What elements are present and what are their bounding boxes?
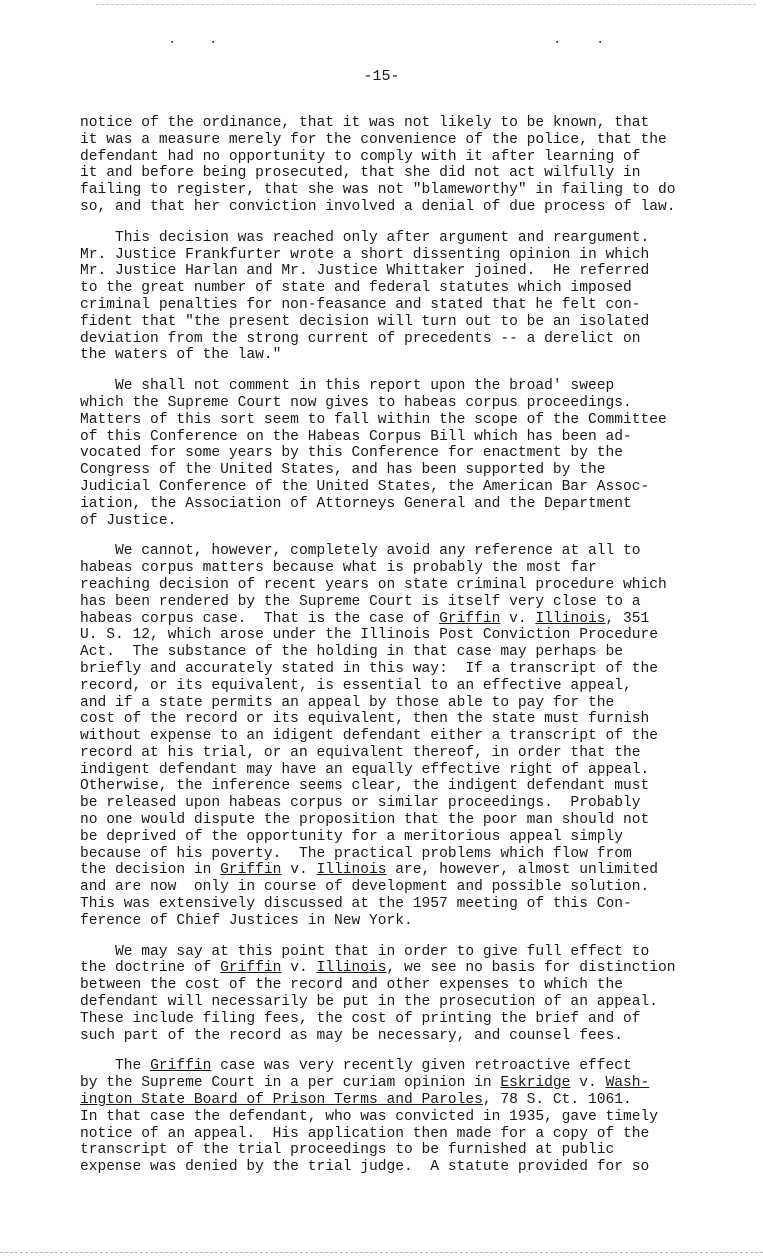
text-line <box>80 165 720 182</box>
text-line <box>80 812 720 829</box>
text-run: reaching decision of recent years on state criminal procedure which <box>80 576 667 593</box>
text-line <box>80 795 720 812</box>
text-line <box>80 1142 720 1159</box>
text-line <box>80 661 720 678</box>
text-run: Judicial Conference of the United States, the American Bar Assoc- <box>80 478 650 495</box>
text-run: cost of the record or its equivalent, then the state must furnish <box>80 711 650 728</box>
text-run: iation, the Association of Attorneys General and the Department <box>80 495 632 512</box>
text-run: such part of the record as may be necessary, and counsel fees. <box>80 1027 623 1044</box>
document-body <box>80 115 720 1190</box>
text-run: Mr. Justice Frankfurter wrote a short dissenting opinion in which <box>80 246 650 263</box>
text-run: and if a state permits an appeal by those able to pay for the <box>80 694 615 711</box>
text-run: Mr. Justice Harlan and Mr. Justice Whittaker joined. He referred <box>80 263 650 280</box>
text-run: We may say at this point that in order to give full effect to <box>80 943 650 960</box>
text-line <box>80 1092 720 1109</box>
paragraph <box>80 1058 720 1176</box>
text-run: to the great number of state and federal statutes which imposed <box>80 280 632 297</box>
text-line <box>80 879 720 896</box>
text-line <box>80 611 720 628</box>
text-run: so, and that her conviction involved a denial of due process of law. <box>80 198 676 215</box>
text-run: the decision in <box>80 862 221 879</box>
text-line <box>80 896 720 913</box>
text-line <box>80 829 720 846</box>
text-line <box>80 462 720 479</box>
text-run: v. <box>570 1075 606 1092</box>
text-run: ference of Chief Justices in New York. <box>80 912 413 929</box>
text-run: This was extensively discussed at the 1957 meeting of this Con- <box>80 896 632 913</box>
text-line <box>80 1126 720 1143</box>
text-run: Act. The substance of the holding in that case may perhaps be <box>80 644 623 661</box>
text-run: without expense to an idigent defendant either a transcript of the <box>80 728 659 745</box>
text-line <box>80 132 720 149</box>
text-line <box>80 711 720 728</box>
text-run: defendant had no opportunity to comply with it after learning of <box>80 148 641 165</box>
text-line <box>80 263 720 280</box>
text-run: In that case the defendant, who was convicted in 1935, gave timely <box>80 1108 659 1125</box>
case-name: Griffin <box>150 1058 212 1075</box>
text-line <box>80 115 720 132</box>
text-run: between the cost of the record and other expenses to which the <box>80 977 623 994</box>
text-run: record, or its equivalent, is essential to an effective appeal, <box>80 677 632 694</box>
text-line <box>80 199 720 216</box>
case-name: Griffin <box>220 960 282 977</box>
text-line <box>80 762 720 779</box>
text-run: expense was denied by the trial judge. A statute provided for so <box>80 1159 650 1176</box>
text-run: it and before being prosecuted, that she did not act wilfully in <box>80 165 641 182</box>
case-name: Illinois <box>316 960 387 977</box>
case-name: Illinois <box>535 610 606 627</box>
text-run: no one would dispute the proposition that the poor man should not <box>80 812 650 829</box>
text-line <box>80 513 720 530</box>
text-run: fident that "the present decision will turn out to be an isolated <box>80 313 650 330</box>
text-line <box>80 230 720 247</box>
paragraph <box>80 230 720 364</box>
text-line <box>80 560 720 577</box>
text-run: habeas corpus case. That is the case of <box>80 610 440 627</box>
text-run: transcript of the trial proceedings to be furnished at public <box>80 1142 615 1159</box>
text-run: habeas corpus matters because what is probably the most far <box>80 560 597 577</box>
text-line <box>80 728 720 745</box>
text-line <box>80 1159 720 1176</box>
text-line <box>80 960 720 977</box>
case-name: Eskridge <box>500 1075 571 1092</box>
text-line <box>80 445 720 462</box>
text-run: Congress of the United States, and has been supported by the <box>80 462 606 479</box>
text-run: of this Conference on the Habeas Corpus Bill which has been ad- <box>80 428 632 445</box>
text-line <box>80 778 720 795</box>
text-line <box>80 395 720 412</box>
text-run: because of his poverty. The practical problems which flow from <box>80 845 632 862</box>
text-run: the doctrine of <box>80 960 221 977</box>
scan-mark: . <box>209 32 218 48</box>
text-run: , 351 <box>605 610 650 627</box>
text-line <box>80 479 720 496</box>
text-line <box>80 862 720 879</box>
text-run: v. <box>281 960 317 977</box>
text-line <box>80 577 720 594</box>
text-run: be released upon habeas corpus or similar proceedings. Probably <box>80 795 641 812</box>
text-line <box>80 429 720 446</box>
text-run: record at his trial, or an equivalent thereof, in order that the <box>80 744 641 761</box>
case-name: Griffin <box>220 862 282 879</box>
text-run: case was very recently given retroactive effect <box>211 1058 632 1075</box>
text-run: We cannot, however, completely avoid any reference at all to <box>80 543 641 560</box>
text-line <box>80 977 720 994</box>
case-name: Griffin <box>439 610 501 627</box>
text-run: has been rendered by the Supreme Court is itself very close to a <box>80 593 641 610</box>
text-run: deviation from the strong current of precedents -- a derelict on <box>80 330 641 347</box>
text-run: U. S. 12, which arose under the Illinois Post Conviction Procedure <box>80 627 659 644</box>
page-number: -15- <box>363 68 400 85</box>
text-line <box>80 994 720 1011</box>
text-run: vocated for some years by this Conference for enactment by the <box>80 445 623 462</box>
paragraph <box>80 543 720 929</box>
text-run: which the Supreme Court now gives to habeas corpus proceedings. <box>80 394 632 411</box>
text-line <box>80 627 720 644</box>
text-line <box>80 496 720 513</box>
text-run: briefly and accurately stated in this way: If a transcript of the <box>80 660 659 677</box>
text-run: These include filing fees, the cost of printing the brief and of <box>80 1010 641 1027</box>
paragraph <box>80 378 720 529</box>
text-run: This decision was reached only after argument and reargument. <box>80 229 650 246</box>
text-run: by the Supreme Court in a per curiam opinion in <box>80 1075 501 1092</box>
text-line <box>80 1109 720 1126</box>
scan-mark: . <box>168 32 177 48</box>
scan-mark: . <box>596 32 605 48</box>
scan-top-edge <box>96 4 756 5</box>
text-run: , we see no basis for distinction <box>386 960 676 977</box>
text-run: defendant will necessarily be put in the prosecution of an appeal. <box>80 994 659 1011</box>
text-line <box>80 297 720 314</box>
text-line <box>80 314 720 331</box>
text-run: v. <box>281 862 317 879</box>
text-line <box>80 543 720 560</box>
text-line <box>80 412 720 429</box>
text-line <box>80 347 720 364</box>
text-line <box>80 1028 720 1045</box>
text-run: failing to register, that she was not "blameworthy" in failing to do <box>80 182 676 199</box>
text-run: Matters of this sort seem to fall within the scope of the Committee <box>80 411 667 428</box>
text-line <box>80 149 720 166</box>
case-name: Illinois <box>316 862 387 879</box>
case-name: ington State Board of Prison Terms and Paroles <box>80 1092 483 1109</box>
case-name: Wash- <box>605 1075 650 1092</box>
text-line <box>80 695 720 712</box>
text-run: it was a measure merely for the convenience of the police, that the <box>80 131 667 148</box>
text-run: and are now only in course of development and possible solution. <box>80 879 650 896</box>
text-line <box>80 678 720 695</box>
paragraph <box>80 944 720 1045</box>
text-run: , 78 S. Ct. 1061. <box>482 1092 632 1109</box>
scan-mark: . <box>553 32 562 48</box>
text-line <box>80 944 720 961</box>
text-run: are, however, almost unlimited <box>386 862 659 879</box>
text-line <box>80 594 720 611</box>
text-run: indigent defendant may have an equally effective right of appeal. <box>80 761 650 778</box>
scan-bottom-edge <box>0 1252 763 1253</box>
text-run: We shall not comment in this report upon the broad' sweep <box>80 378 615 395</box>
text-line <box>80 1075 720 1092</box>
text-line <box>80 280 720 297</box>
text-line <box>80 1058 720 1075</box>
text-run: notice of an appeal. His application then made for a copy of the <box>80 1125 650 1142</box>
text-run: be deprived of the opportunity for a meritorious appeal simply <box>80 828 623 845</box>
text-run: of Justice. <box>80 512 177 529</box>
text-run: The <box>80 1058 151 1075</box>
text-line <box>80 378 720 395</box>
text-line <box>80 1011 720 1028</box>
text-run: the waters of the law." <box>80 347 282 364</box>
text-line <box>80 331 720 348</box>
text-run: criminal penalties for non-feasance and stated that he felt con- <box>80 296 641 313</box>
text-line <box>80 247 720 264</box>
text-line <box>80 846 720 863</box>
text-line <box>80 913 720 930</box>
text-run: Otherwise, the inference seems clear, the indigent defendant must <box>80 778 650 795</box>
text-line <box>80 644 720 661</box>
text-line <box>80 182 720 199</box>
text-line <box>80 745 720 762</box>
paragraph <box>80 115 720 216</box>
text-run: notice of the ordinance, that it was not likely to be known, that <box>80 115 650 131</box>
text-run: v. <box>500 610 536 627</box>
